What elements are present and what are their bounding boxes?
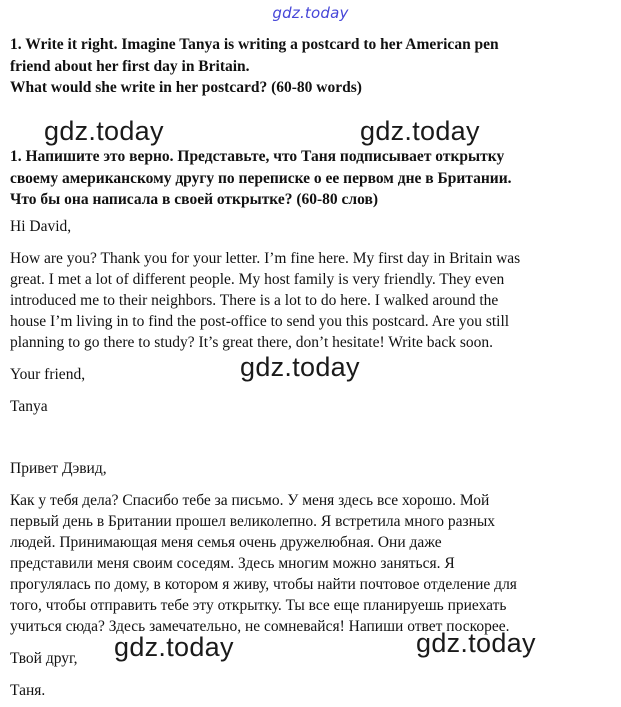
letter-line: учиться сюда? Здесь замечательно, не сомневайся! Напиши ответ поскорее.: [10, 618, 510, 635]
letter-line: людей. Принимающая меня семья очень дружелюбная. Они даже: [10, 534, 442, 551]
watermark-top: gdz.today: [272, 4, 349, 22]
letter-line: того, чтобы отправить тебе эту открытку. Ты все еще планируешь приехать: [10, 597, 507, 614]
letter-russian-closing: Твой друг,: [10, 650, 78, 667]
letter-line: представили меня своим соседям. Здесь многим можно заняться. Я: [10, 555, 455, 572]
letter-line: прогулялась по дому, в котором я живу, чтобы найти почтовое отделение для: [10, 576, 517, 593]
letter-english-body: [10, 248, 610, 353]
letter-line: introduced me to their neighbors. There is a lot to do here. I walked around the: [10, 292, 499, 309]
letter-russian-greeting: Привет Дэвид,: [10, 460, 107, 477]
task-russian-line: 1. Напишите это верно. Представьте, что Таня подписывает открытку: [10, 148, 505, 165]
task-english-line: 1. Write it right. Imagine Tanya is writing a postcard to her American pen: [10, 36, 499, 53]
letter-english-greeting: Hi David,: [10, 218, 72, 235]
task-english: [10, 34, 610, 99]
watermark: gdz.today: [114, 632, 234, 662]
letter-line: house I’m living in to find the post-office to send you this postcard. Are you still: [10, 313, 510, 330]
task-russian-line: своему американскому другу по переписке о ее первом дне в Британии.: [10, 169, 512, 187]
watermark: gdz.today: [240, 352, 360, 382]
letter-line: planning to go there to study? It’s great there, don’t hesitate! Write back soon.: [10, 334, 494, 351]
watermark: gdz.today: [44, 116, 164, 146]
task-russian-line: Что бы она написала в своей открытке? (60-80 слов): [10, 191, 379, 208]
letter-line: первый день в Британии прошел великолепно. Я встретила много разных: [10, 513, 496, 530]
letter-russian-signature: Таня.: [10, 682, 46, 699]
watermark: gdz.today: [416, 628, 536, 658]
letter-english-signature: Tanya: [10, 398, 48, 415]
letter-line: great. I met a lot of different people. My host family is very friendly. They even: [10, 271, 505, 288]
letter-russian-body: [10, 490, 610, 637]
letter-english-closing: Your friend,: [10, 366, 86, 383]
letter-line: How are you? Thank you for your letter. I’m fine here. My first day in Britain was: [10, 250, 521, 267]
watermark: gdz.today: [360, 116, 480, 146]
task-russian: [10, 146, 610, 211]
letter-line: Как у тебя дела? Спасибо тебе за письмо. У меня здесь все хорошо. Мой: [10, 492, 490, 509]
task-english-line: What would she write in her postcard? (60-80 words): [10, 79, 362, 96]
task-english-line: friend about her first day in Britain.: [10, 57, 250, 75]
